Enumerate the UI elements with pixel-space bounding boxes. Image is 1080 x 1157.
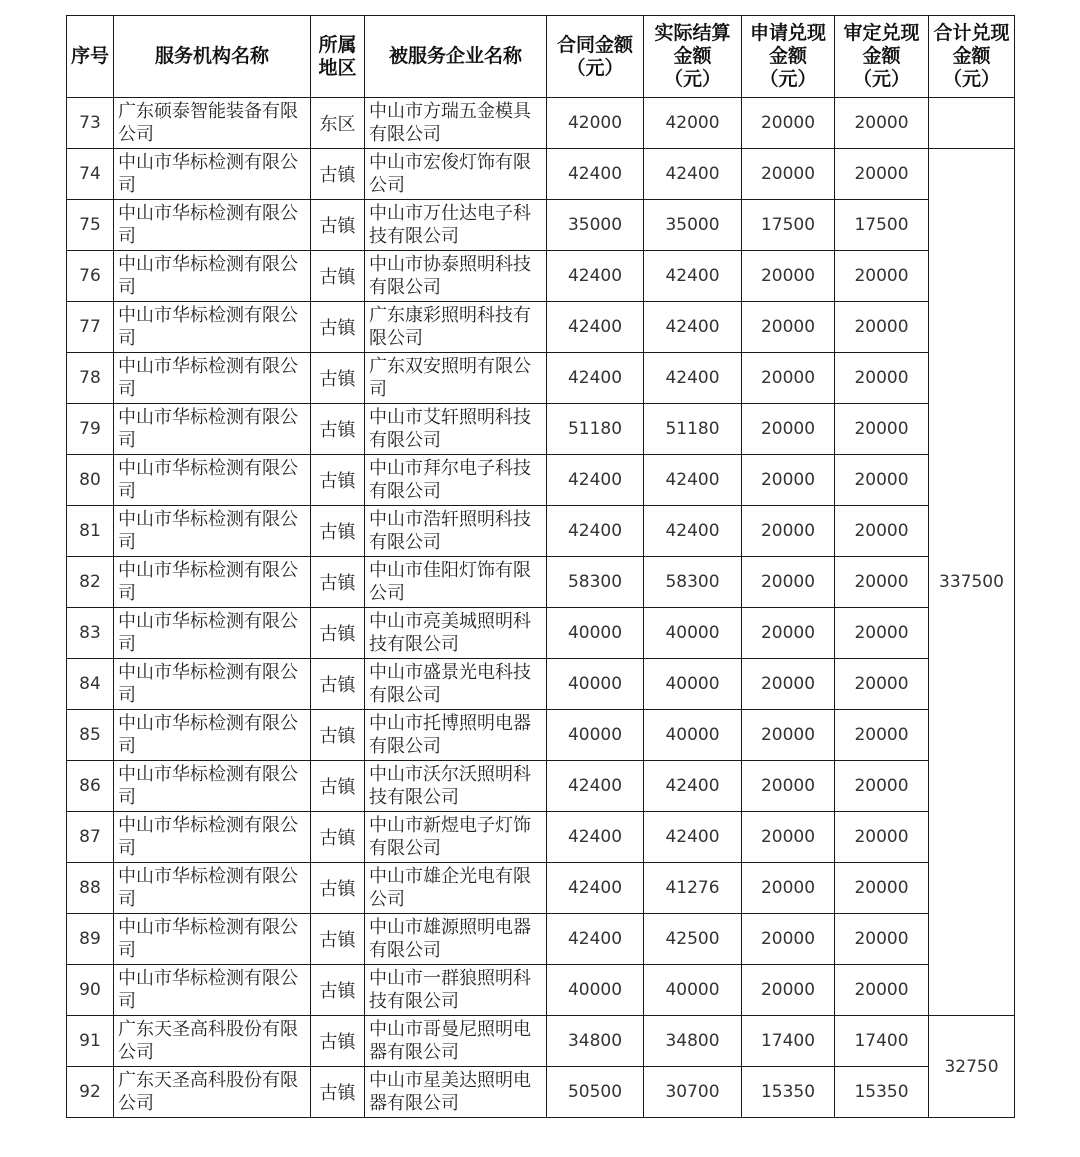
cell-served-company: 中山市星美达照明电器有限公司: [365, 1067, 547, 1118]
cell-served-company: 中山市拜尔电子科技有限公司: [365, 455, 547, 506]
header-actual-amount: 实际结算 金额 （元）: [644, 16, 742, 98]
cell-apply-amount: 15350: [742, 1067, 835, 1118]
cell-actual-amount: 42400: [644, 812, 742, 863]
table-row: [67, 1067, 1015, 1118]
cell-approved-amount: 20000: [835, 404, 929, 455]
table-row: [67, 608, 1015, 659]
cell-seq: 89: [67, 914, 114, 965]
cell-apply-amount: 20000: [742, 812, 835, 863]
cell-seq: 88: [67, 863, 114, 914]
table-row: [67, 404, 1015, 455]
cell-region: 古镇: [311, 200, 365, 251]
cell-contract-amount: 50500: [547, 1067, 644, 1118]
cell-region: 古镇: [311, 353, 365, 404]
cell-approved-amount: 20000: [835, 863, 929, 914]
table-row: [67, 710, 1015, 761]
cell-served-company: 广东双安照明有限公司: [365, 353, 547, 404]
cell-contract-amount: 40000: [547, 659, 644, 710]
table-row: [67, 200, 1015, 251]
header-apply-amount: 申请兑现 金额 （元）: [742, 16, 835, 98]
cell-served-company: 中山市佳阳灯饰有限公司: [365, 557, 547, 608]
cell-service-org: 中山市华标检测有限公司: [114, 251, 311, 302]
cell-contract-amount: 42400: [547, 761, 644, 812]
cell-apply-amount: 20000: [742, 965, 835, 1016]
header-seq: 序号: [67, 16, 114, 98]
cell-approved-amount: 20000: [835, 812, 929, 863]
table-row: [67, 863, 1015, 914]
cell-approved-amount: 15350: [835, 1067, 929, 1118]
cell-apply-amount: 20000: [742, 506, 835, 557]
cell-approved-amount: 20000: [835, 455, 929, 506]
cell-served-company: 中山市雄源照明电器有限公司: [365, 914, 547, 965]
cell-actual-amount: 42400: [644, 251, 742, 302]
cell-seq: 82: [67, 557, 114, 608]
cell-seq: 83: [67, 608, 114, 659]
cell-actual-amount: 58300: [644, 557, 742, 608]
cell-contract-amount: 42400: [547, 251, 644, 302]
cell-service-org: 中山市华标检测有限公司: [114, 965, 311, 1016]
cell-actual-amount: 34800: [644, 1016, 742, 1067]
cell-service-org: 中山市华标检测有限公司: [114, 506, 311, 557]
cell-approved-amount: 20000: [835, 608, 929, 659]
cell-service-org: 中山市华标检测有限公司: [114, 914, 311, 965]
subsidy-table: [66, 15, 1015, 1118]
cell-contract-amount: 51180: [547, 404, 644, 455]
cell-region: 古镇: [311, 455, 365, 506]
cell-contract-amount: 58300: [547, 557, 644, 608]
cell-approved-amount: 17400: [835, 1016, 929, 1067]
cell-actual-amount: 42000: [644, 98, 742, 149]
cell-seq: 78: [67, 353, 114, 404]
cell-seq: 74: [67, 149, 114, 200]
cell-region: 古镇: [311, 557, 365, 608]
cell-service-org: 中山市华标检测有限公司: [114, 353, 311, 404]
table-row: [67, 251, 1015, 302]
cell-served-company: 中山市雄企光电有限公司: [365, 863, 547, 914]
table-row: [67, 914, 1015, 965]
cell-served-company: 广东康彩照明科技有限公司: [365, 302, 547, 353]
cell-contract-amount: 42400: [547, 455, 644, 506]
cell-contract-amount: 42400: [547, 863, 644, 914]
cell-contract-amount: 40000: [547, 710, 644, 761]
cell-service-org: 广东硕泰智能装备有限公司: [114, 98, 311, 149]
cell-apply-amount: 20000: [742, 659, 835, 710]
cell-apply-amount: 20000: [742, 914, 835, 965]
cell-served-company: 中山市一群狼照明科技有限公司: [365, 965, 547, 1016]
cell-served-company: 中山市方瑞五金模具有限公司: [365, 98, 547, 149]
cell-seq: 86: [67, 761, 114, 812]
cell-service-org: 中山市华标检测有限公司: [114, 455, 311, 506]
cell-seq: 79: [67, 404, 114, 455]
cell-seq: 84: [67, 659, 114, 710]
cell-service-org: 中山市华标检测有限公司: [114, 659, 311, 710]
cell-region: 古镇: [311, 812, 365, 863]
cell-region: 古镇: [311, 1067, 365, 1118]
cell-contract-amount: 40000: [547, 965, 644, 1016]
cell-actual-amount: 42400: [644, 149, 742, 200]
cell-seq: 85: [67, 710, 114, 761]
cell-apply-amount: 20000: [742, 608, 835, 659]
cell-region: 古镇: [311, 251, 365, 302]
cell-region: 古镇: [311, 659, 365, 710]
header-region: 所属 地区: [311, 16, 365, 98]
cell-approved-amount: 20000: [835, 914, 929, 965]
cell-contract-amount: 34800: [547, 1016, 644, 1067]
cell-apply-amount: 20000: [742, 863, 835, 914]
cell-actual-amount: 41276: [644, 863, 742, 914]
table-row: [67, 557, 1015, 608]
cell-approved-amount: 20000: [835, 557, 929, 608]
cell-apply-amount: 20000: [742, 251, 835, 302]
cell-service-org: 中山市华标检测有限公司: [114, 557, 311, 608]
cell-approved-amount: 20000: [835, 353, 929, 404]
cell-approved-amount: 20000: [835, 965, 929, 1016]
cell-approved-amount: 20000: [835, 302, 929, 353]
cell-total-amount: [929, 98, 1015, 149]
cell-contract-amount: 40000: [547, 608, 644, 659]
cell-apply-amount: 20000: [742, 761, 835, 812]
cell-region: 古镇: [311, 863, 365, 914]
cell-seq: 92: [67, 1067, 114, 1118]
cell-service-org: 中山市华标检测有限公司: [114, 404, 311, 455]
cell-served-company: 中山市新煜电子灯饰有限公司: [365, 812, 547, 863]
cell-region: 古镇: [311, 1016, 365, 1067]
cell-contract-amount: 35000: [547, 200, 644, 251]
cell-approved-amount: 20000: [835, 149, 929, 200]
cell-apply-amount: 20000: [742, 353, 835, 404]
cell-actual-amount: 42400: [644, 302, 742, 353]
cell-actual-amount: 35000: [644, 200, 742, 251]
cell-service-org: 中山市华标检测有限公司: [114, 149, 311, 200]
cell-served-company: 中山市浩轩照明科技有限公司: [365, 506, 547, 557]
cell-region: 古镇: [311, 710, 365, 761]
cell-approved-amount: 20000: [835, 506, 929, 557]
cell-apply-amount: 20000: [742, 302, 835, 353]
table-row: [67, 149, 1015, 200]
cell-seq: 73: [67, 98, 114, 149]
cell-apply-amount: 20000: [742, 455, 835, 506]
cell-approved-amount: 20000: [835, 98, 929, 149]
cell-approved-amount: 17500: [835, 200, 929, 251]
cell-total-amount: 337500: [929, 149, 1015, 1016]
cell-apply-amount: 20000: [742, 404, 835, 455]
header-total-amount: 合计兑现 金额 （元）: [929, 16, 1015, 98]
cell-apply-amount: 20000: [742, 98, 835, 149]
cell-served-company: 中山市哥曼尼照明电器有限公司: [365, 1016, 547, 1067]
cell-seq: 75: [67, 200, 114, 251]
header-service-org: 服务机构名称: [114, 16, 311, 98]
cell-region: 古镇: [311, 608, 365, 659]
cell-apply-amount: 17500: [742, 200, 835, 251]
cell-service-org: 中山市华标检测有限公司: [114, 863, 311, 914]
cell-approved-amount: 20000: [835, 251, 929, 302]
cell-served-company: 中山市亮美城照明科技有限公司: [365, 608, 547, 659]
table-row: [67, 812, 1015, 863]
cell-actual-amount: 30700: [644, 1067, 742, 1118]
cell-region: 古镇: [311, 149, 365, 200]
header-approved-amount: 审定兑现 金额 （元）: [835, 16, 929, 98]
table-body: [67, 98, 1015, 1118]
cell-actual-amount: 42400: [644, 761, 742, 812]
cell-apply-amount: 20000: [742, 710, 835, 761]
cell-service-org: 中山市华标检测有限公司: [114, 710, 311, 761]
cell-actual-amount: 51180: [644, 404, 742, 455]
cell-actual-amount: 40000: [644, 608, 742, 659]
cell-total-amount: 32750: [929, 1016, 1015, 1118]
cell-actual-amount: 42400: [644, 353, 742, 404]
table-row: [67, 1016, 1015, 1067]
cell-actual-amount: 40000: [644, 965, 742, 1016]
cell-service-org: 中山市华标检测有限公司: [114, 200, 311, 251]
cell-served-company: 中山市托博照明电器有限公司: [365, 710, 547, 761]
cell-actual-amount: 42500: [644, 914, 742, 965]
cell-seq: 76: [67, 251, 114, 302]
cell-served-company: 中山市宏俊灯饰有限公司: [365, 149, 547, 200]
cell-service-org: 中山市华标检测有限公司: [114, 608, 311, 659]
cell-service-org: 广东天圣高科股份有限公司: [114, 1067, 311, 1118]
table-row: [67, 98, 1015, 149]
cell-contract-amount: 42400: [547, 302, 644, 353]
cell-seq: 80: [67, 455, 114, 506]
cell-served-company: 中山市沃尔沃照明科技有限公司: [365, 761, 547, 812]
cell-region: 古镇: [311, 302, 365, 353]
cell-seq: 77: [67, 302, 114, 353]
cell-contract-amount: 42400: [547, 812, 644, 863]
cell-contract-amount: 42400: [547, 506, 644, 557]
cell-service-org: 中山市华标检测有限公司: [114, 302, 311, 353]
cell-contract-amount: 42400: [547, 914, 644, 965]
cell-service-org: 中山市华标检测有限公司: [114, 812, 311, 863]
table-row: [67, 506, 1015, 557]
cell-seq: 81: [67, 506, 114, 557]
cell-approved-amount: 20000: [835, 659, 929, 710]
cell-region: 古镇: [311, 761, 365, 812]
header-row: [67, 16, 1015, 98]
cell-service-org: 中山市华标检测有限公司: [114, 761, 311, 812]
cell-served-company: 中山市艾轩照明科技有限公司: [365, 404, 547, 455]
cell-served-company: 中山市协泰照明科技有限公司: [365, 251, 547, 302]
cell-served-company: 中山市盛景光电科技有限公司: [365, 659, 547, 710]
cell-region: 古镇: [311, 965, 365, 1016]
cell-service-org: 广东天圣高科股份有限公司: [114, 1016, 311, 1067]
cell-served-company: 中山市万仕达电子科技有限公司: [365, 200, 547, 251]
cell-seq: 91: [67, 1016, 114, 1067]
table-row: [67, 353, 1015, 404]
table-row: [67, 455, 1015, 506]
cell-actual-amount: 40000: [644, 710, 742, 761]
cell-region: 古镇: [311, 404, 365, 455]
cell-apply-amount: 20000: [742, 149, 835, 200]
table-row: [67, 659, 1015, 710]
cell-region: 古镇: [311, 914, 365, 965]
cell-actual-amount: 42400: [644, 455, 742, 506]
cell-actual-amount: 40000: [644, 659, 742, 710]
cell-contract-amount: 42400: [547, 149, 644, 200]
cell-region: 东区: [311, 98, 365, 149]
cell-contract-amount: 42000: [547, 98, 644, 149]
cell-apply-amount: 20000: [742, 557, 835, 608]
table-row: [67, 965, 1015, 1016]
cell-seq: 90: [67, 965, 114, 1016]
cell-approved-amount: 20000: [835, 761, 929, 812]
table-row: [67, 302, 1015, 353]
cell-seq: 87: [67, 812, 114, 863]
table-row: [67, 761, 1015, 812]
header-contract-amount: 合同金额 （元）: [547, 16, 644, 98]
cell-approved-amount: 20000: [835, 710, 929, 761]
cell-actual-amount: 42400: [644, 506, 742, 557]
header-served-company: 被服务企业名称: [365, 16, 547, 98]
cell-contract-amount: 42400: [547, 353, 644, 404]
cell-apply-amount: 17400: [742, 1016, 835, 1067]
cell-region: 古镇: [311, 506, 365, 557]
